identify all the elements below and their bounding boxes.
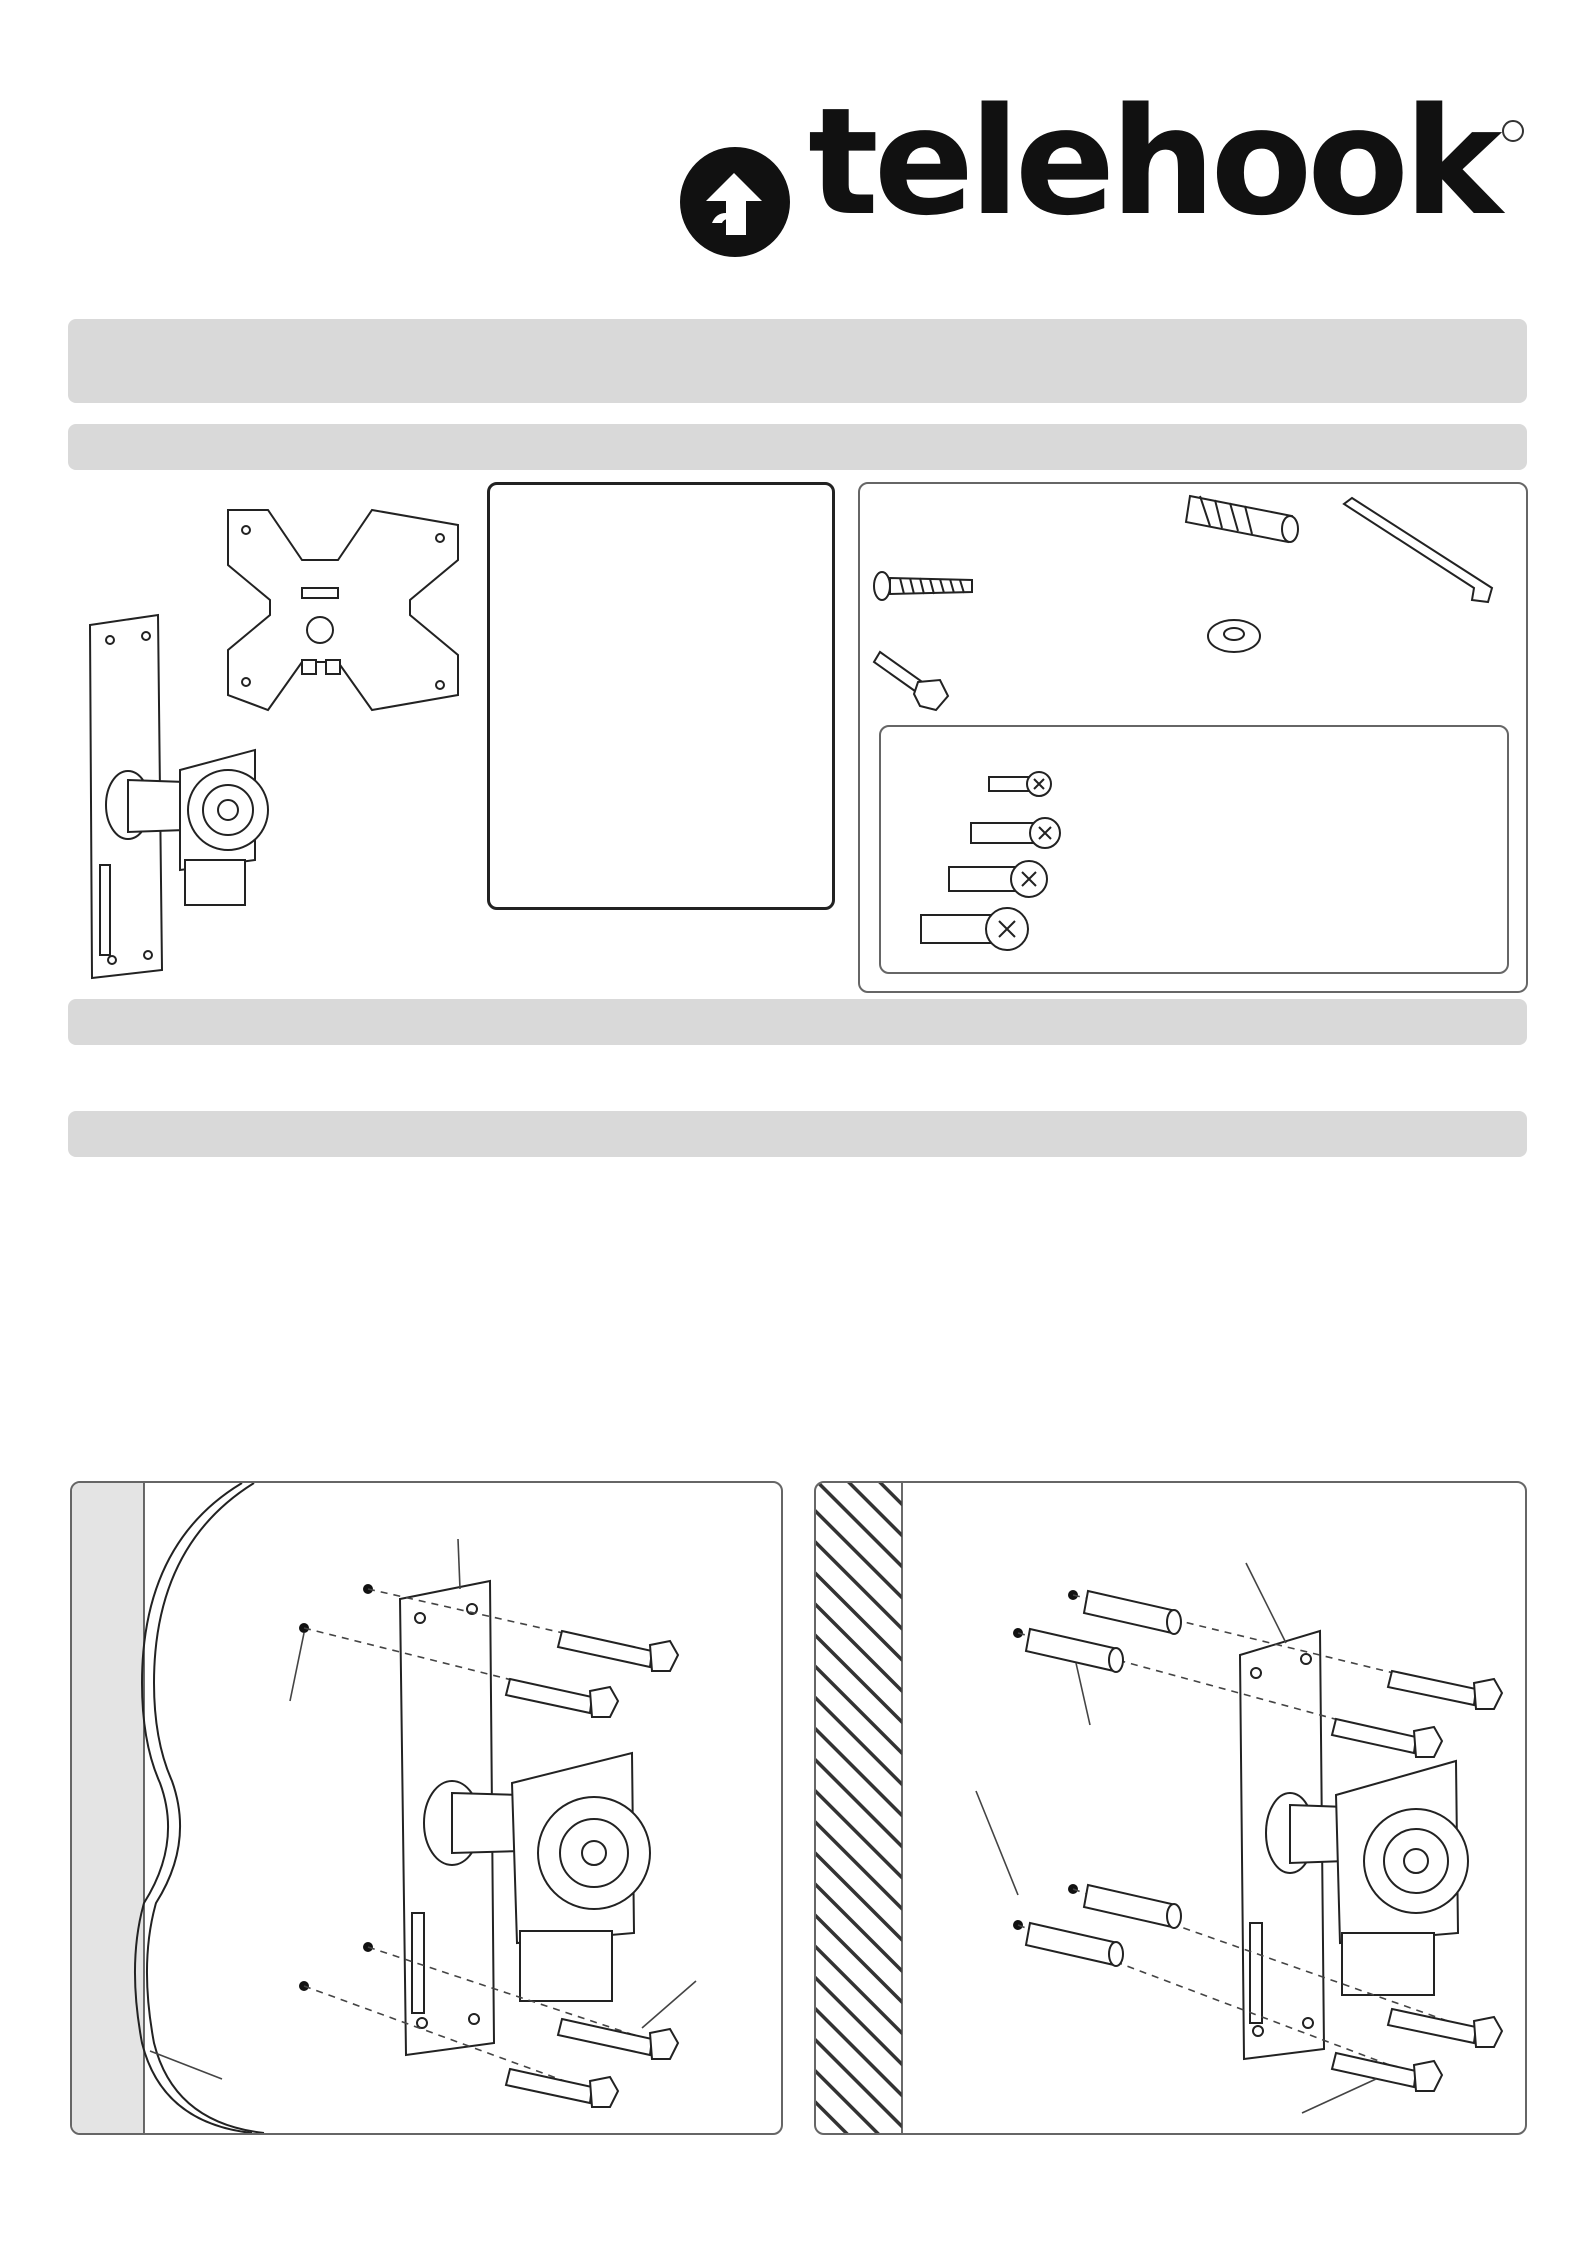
bolt-icon: [506, 2069, 618, 2107]
registered-mark-icon: [1502, 120, 1524, 142]
wall-screw-icon: [874, 572, 972, 600]
washer-icon: [1208, 620, 1260, 652]
bolt-icon: [874, 652, 948, 710]
bolt-icon: [558, 1631, 678, 1671]
instructions-bar: [68, 1111, 1527, 1157]
screw-m4-icon: [971, 818, 1060, 848]
info-box: [487, 482, 835, 910]
warning-bar: [68, 999, 1527, 1045]
tv-screw-set-panel: [879, 725, 1509, 974]
brand-logo: [676, 76, 1526, 248]
hardware-kit-panel: [858, 482, 1528, 993]
wall-plug-icon: [1186, 496, 1298, 542]
bolt-icon: [506, 1679, 618, 1717]
wall-plug-icon: [1026, 1923, 1123, 1966]
brand-name: telehook: [808, 76, 1498, 248]
allen-key-icon: [1344, 498, 1492, 602]
bolt-icon: [1388, 2009, 1502, 2047]
bolt-icon: [1388, 1671, 1502, 1709]
wall-plug-icon: [1084, 1591, 1181, 1634]
screw-m6-icon: [949, 861, 1047, 897]
bracket-assembly-illustration: [70, 500, 470, 980]
mounting-on-solid-wall-illustration: [814, 1481, 1527, 2135]
wall-plug-icon: [1084, 1885, 1181, 1928]
title-bar: [68, 319, 1527, 403]
wall-plug-icon: [1026, 1629, 1123, 1672]
bolt-icon: [558, 2019, 678, 2059]
mounting-on-hollow-wall-illustration: [70, 1481, 783, 2135]
contents-bar: [68, 424, 1527, 470]
bolt-icon: [1332, 1719, 1442, 1757]
screw-m4-small-icon: [989, 772, 1051, 796]
screw-m8-icon: [921, 908, 1028, 950]
bolt-icon: [1332, 2053, 1442, 2091]
telehook-logo-icon: [676, 143, 794, 261]
